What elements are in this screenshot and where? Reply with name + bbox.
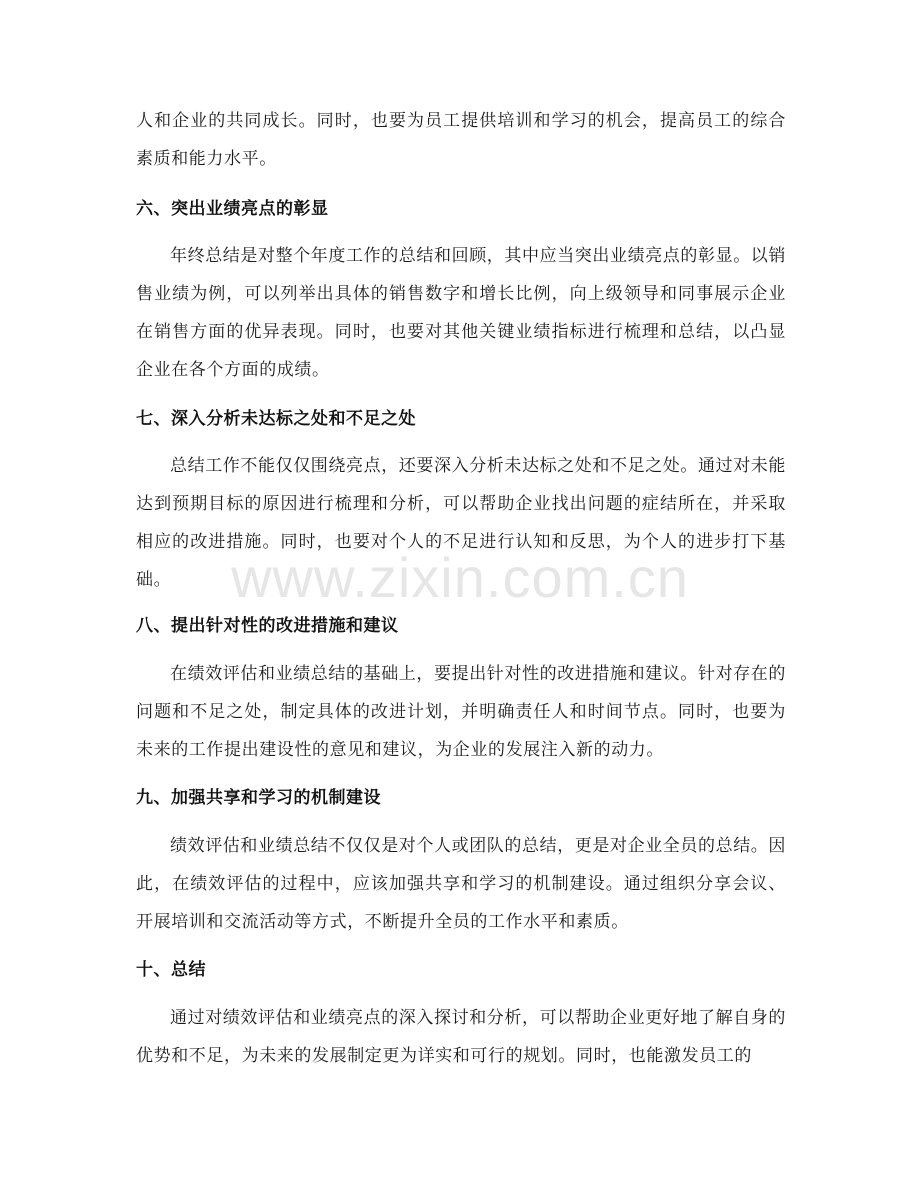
section-heading: 七、深入分析未达标之处和不足之处 xyxy=(136,409,416,429)
section-paragraph: 年终总结是对整个年度工作的总结和回顾，其中应当突出业绩亮点的彰显。以销售业绩为例，可以列举出具体的销售数字和增长比例，向上级领导和同事展示企业在销售方面的优异表现。同时，也要对其他关键业绩指标进行梳理和总结，以凸显企业在各个方面的成绩。 xyxy=(136,246,786,380)
section-8-body-block xyxy=(136,655,786,769)
section-6-heading-block xyxy=(136,194,786,224)
section-heading: 六、突出业绩亮点的彰显 xyxy=(136,199,329,219)
section-heading: 九、加强共享和学习的机制建设 xyxy=(136,788,381,808)
section-9-body-block xyxy=(136,827,786,941)
intro-paragraph: 人和企业的共同成长。同时，也要为员工提供培训和学习的机会，提高员工的综合素质和能力水平。 xyxy=(136,111,786,169)
section-7-heading-block xyxy=(136,404,786,434)
section-heading: 八、提出针对性的改进措施和建议 xyxy=(136,616,399,636)
section-8-heading-block xyxy=(136,611,786,641)
section-paragraph: 绩效评估和业绩总结不仅仅是对个人或团队的总结，更是对企业全员的总结。因此，在绩效评估的过程中，应该加强共享和学习的机制建设。通过组织分享会议、开展培训和交流活动等方式，不断提升全员的工作水平和素质。 xyxy=(136,836,786,932)
section-heading: 十、总结 xyxy=(136,960,206,980)
section-paragraph: 总结工作不能仅仅围绕亮点，还要深入分析未达标之处和不足之处。通过对未能达到预期目标的原因进行梳理和分析，可以帮助企业找出问题的症结所在，并采取相应的改进措施。同时，也要对个人的不足进行认知和反思，为个人的进步打下基础。 xyxy=(136,456,786,590)
section-paragraph: 通过对绩效评估和业绩亮点的深入探讨和分析，可以帮助企业更好地了解自身的优势和不足，为未来的发展制定更为详实和可行的规划。同时，也能激发员工的 xyxy=(136,1008,786,1066)
section-6-body-block xyxy=(136,237,786,389)
intro-block xyxy=(136,102,786,178)
section-10-heading-block xyxy=(136,955,786,985)
section-9-heading-block xyxy=(136,783,786,813)
section-10-body-block xyxy=(136,999,786,1075)
section-paragraph: 在绩效评估和业绩总结的基础上，要提出针对性的改进措施和建议。针对存在的问题和不足之处，制定具体的改进计划，并明确责任人和时间节点。同时，也要为未来的工作提出建设性的意见和建议，为企业的发展注入新的动力。 xyxy=(136,664,786,760)
section-7-body-block xyxy=(136,447,786,599)
watermark: www.zixin.com.cn xyxy=(231,546,689,609)
